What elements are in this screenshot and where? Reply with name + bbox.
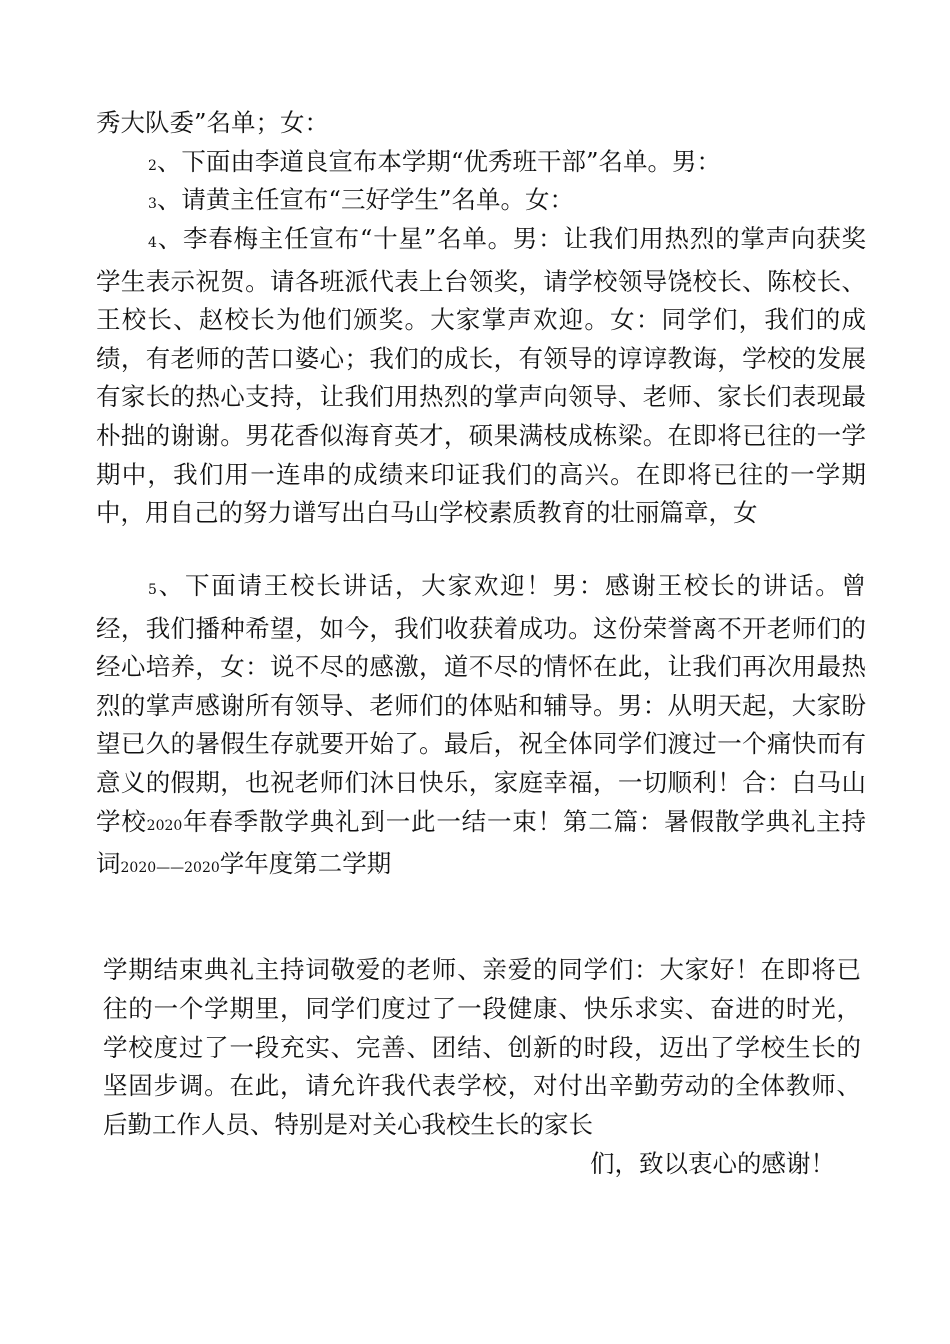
paragraph-4-text-a: 、下面请王校长讲话，大家欢迎！男：感谢王校长的讲话。曾经，我们播种希望，如今，我们收获着成功。这份荣誉离不开老师们的经心培养，女：说不尽的感激，道不尽的情怀在此，让我们再次用最热烈的掌声感谢所有领导、老师们的体贴和辅导。男：从明天起，大家盼望已久的暑假生存就要开始了。最后，祝全体同学们渡过一个痛快而有意义的假期，也祝老师们沐日快乐，家庭幸福，一切顺利！合：白马山学校: [96, 571, 866, 836]
item-number-3: 3: [148, 196, 157, 212]
paragraph-0-text: 秀大队委”名单；女：: [96, 108, 330, 137]
paragraph-5: [103, 951, 861, 1145]
year-2020: 2020: [146, 817, 183, 834]
paragraph-1-text: 、下面由李道良宣布本学期“优秀班干部”名单。男：: [156, 147, 721, 176]
paragraph-1: [96, 143, 866, 186]
item-number-4: 4: [148, 235, 157, 251]
paragraph-4: [96, 567, 866, 888]
paragraph-5-text: 学期结束典礼主持词敬爱的老师、亲爱的同学们：大家好！在即将已往的一个学期里，同学们度过了一段健康、快乐求实、奋进的时光，学校度过了一段充实、完善、团结、创新的时段，迈出了学校生长的坚固步调。在此，请允许我代表学校，对付出辛勤劳动的全体教师、后勤工作人员、特别是对关心我校生长的家长: [103, 955, 861, 1140]
paragraph-4-text-c: 学年度第二学期: [219, 849, 392, 879]
item-number-5: 5: [148, 582, 157, 598]
item-number-2: 2: [148, 158, 157, 174]
paragraph-0: [96, 104, 866, 143]
paragraph-3-text: 、李春梅主任宣布“十星”名单。男：让我们用热烈的掌声向获奖学生表示祝贺。请各班派代表上台领奖，请学校领导饶校长、陈校长、王校长、赵校长为他们颁奖。大家掌声欢迎。女：同学们，我们的成绩，有老师的苦口婆心；我们的成长，有领导的谆谆教诲，学校的发展有家长的热心支持，让我们用热烈的掌声向领导、老师、家长们表现最朴拙的谢谢。男花香似海育英才，硕果满枝成栋梁。在即将已往的一学期中，我们用一连串的成绩来印证我们的高兴。在即将已往的一学期中，用自己的努力谱写出白马山学校素质教育的壮丽篇章，女: [96, 224, 866, 528]
year-range: 2020——2020: [120, 860, 220, 877]
paragraph-3: [96, 220, 866, 533]
paragraph-2: [96, 181, 866, 224]
closing-text: 们，致以衷心的感谢！: [590, 1149, 835, 1178]
closing-line: [590, 1145, 835, 1184]
paragraph-4-text-b: 年春季散学典礼到一此一结一束！第二篇：暑假散学典礼主持词: [96, 806, 867, 879]
paragraph-2-text: 、请黄主任宣布“三好学生”名单。女：: [156, 185, 574, 214]
